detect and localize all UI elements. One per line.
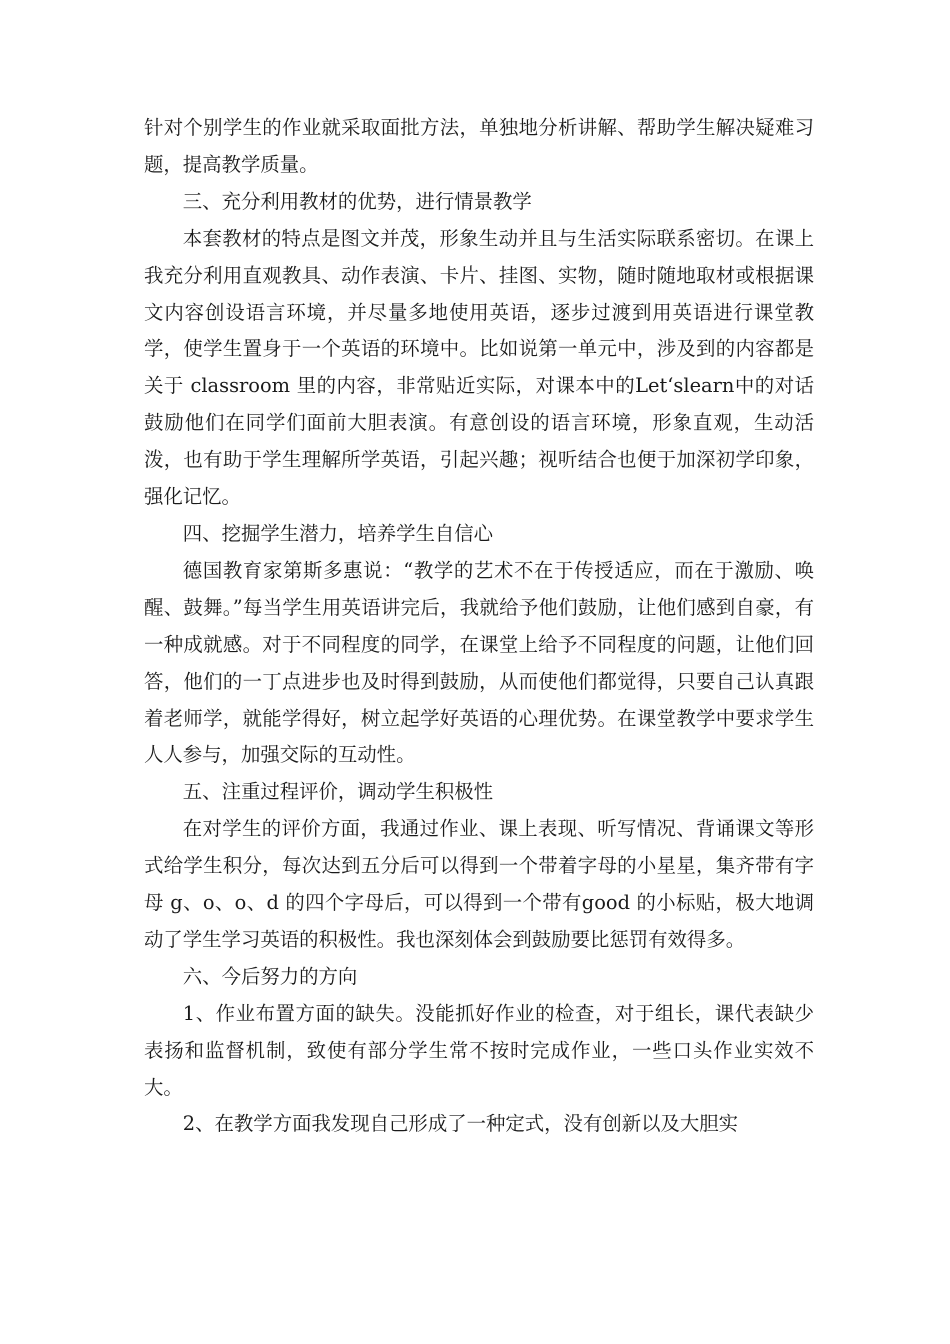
document-page: [144, 110, 814, 1143]
section-heading-4: 四、挖掘学生潜力，培养学生自信心: [182, 521, 494, 545]
section-heading-3: 三、充分利用教材的优势，进行情景教学: [182, 189, 532, 213]
paragraph-item-2: 2、在教学方面我发现自己形成了一种定式，没有创新以及大胆实: [182, 1112, 739, 1136]
paragraph-item-1: 1、作业布置方面的缺失。没能抓好作业的检查，对于组长，课代表缺少表扬和监督机制，致使有部分学生常不按时完成作业，一些口头作业实效不大。: [144, 1001, 814, 1099]
section-heading-5: 五、注重过程评价，调动学生积极性: [182, 780, 494, 804]
paragraph-encouragement: 德国教育家第斯多惠说：“教学的艺术不在于传授适应，而在于激励、唤醒、鼓舞。”每当学生用英语讲完后，我就给予他们鼓励，让他们感到自豪，有一种成就感。对于不同程度的同学，在课堂上给予不同程度的问题，让他们回答，他们的一丁点进步也及时得到鼓励，从而使他们都觉得，只要自己认真跟着老师学，就能学得好，树立起学好英语的心理优势。在课堂教学中要求学生人人参与，加强交际的互动性。: [144, 558, 814, 767]
paragraph-textbook: 本套教材的特点是图文并茂，形象生动并且与生活实际联系密切。在课上我充分利用直观教具、动作表演、卡片、挂图、实物，随时随地取材或根据课文内容创设语言环境，并尽量多地使用英语，逐步过渡到用英语进行课堂教学，使学生置身于一个英语的环境中。比如说第一单元中，涉及到的内容都是关于 classroom 里的内容，非常贴近实际，对课本中的Let‘slearn中的对话鼓励他们在同学们面前大胆表演。有意创设的语言环境，形象直观，生动活泼，也有助于学生理解所学英语，引起兴趣；视听结合也便于加深初学印象，强化记忆。: [144, 226, 814, 509]
section-heading-6: 六、今后努力的方向: [182, 964, 358, 988]
paragraph-continued: 针对个别学生的作业就采取面批方法，单独地分析讲解、帮助学生解决疑难习题，提高教学质量。: [144, 116, 814, 176]
paragraph-evaluation: 在对学生的评价方面，我通过作业、课上表现、听写情况、背诵课文等形式给学生积分，每次达到五分后可以得到一个带着字母的小星星，集齐带有字母 g、o、o、d 的四个字母后，可以得到一个带有good 的小标贴，极大地调动了学生学习英语的积极性。我也深刻体会到鼓励要比惩罚有效得多。: [144, 817, 814, 951]
